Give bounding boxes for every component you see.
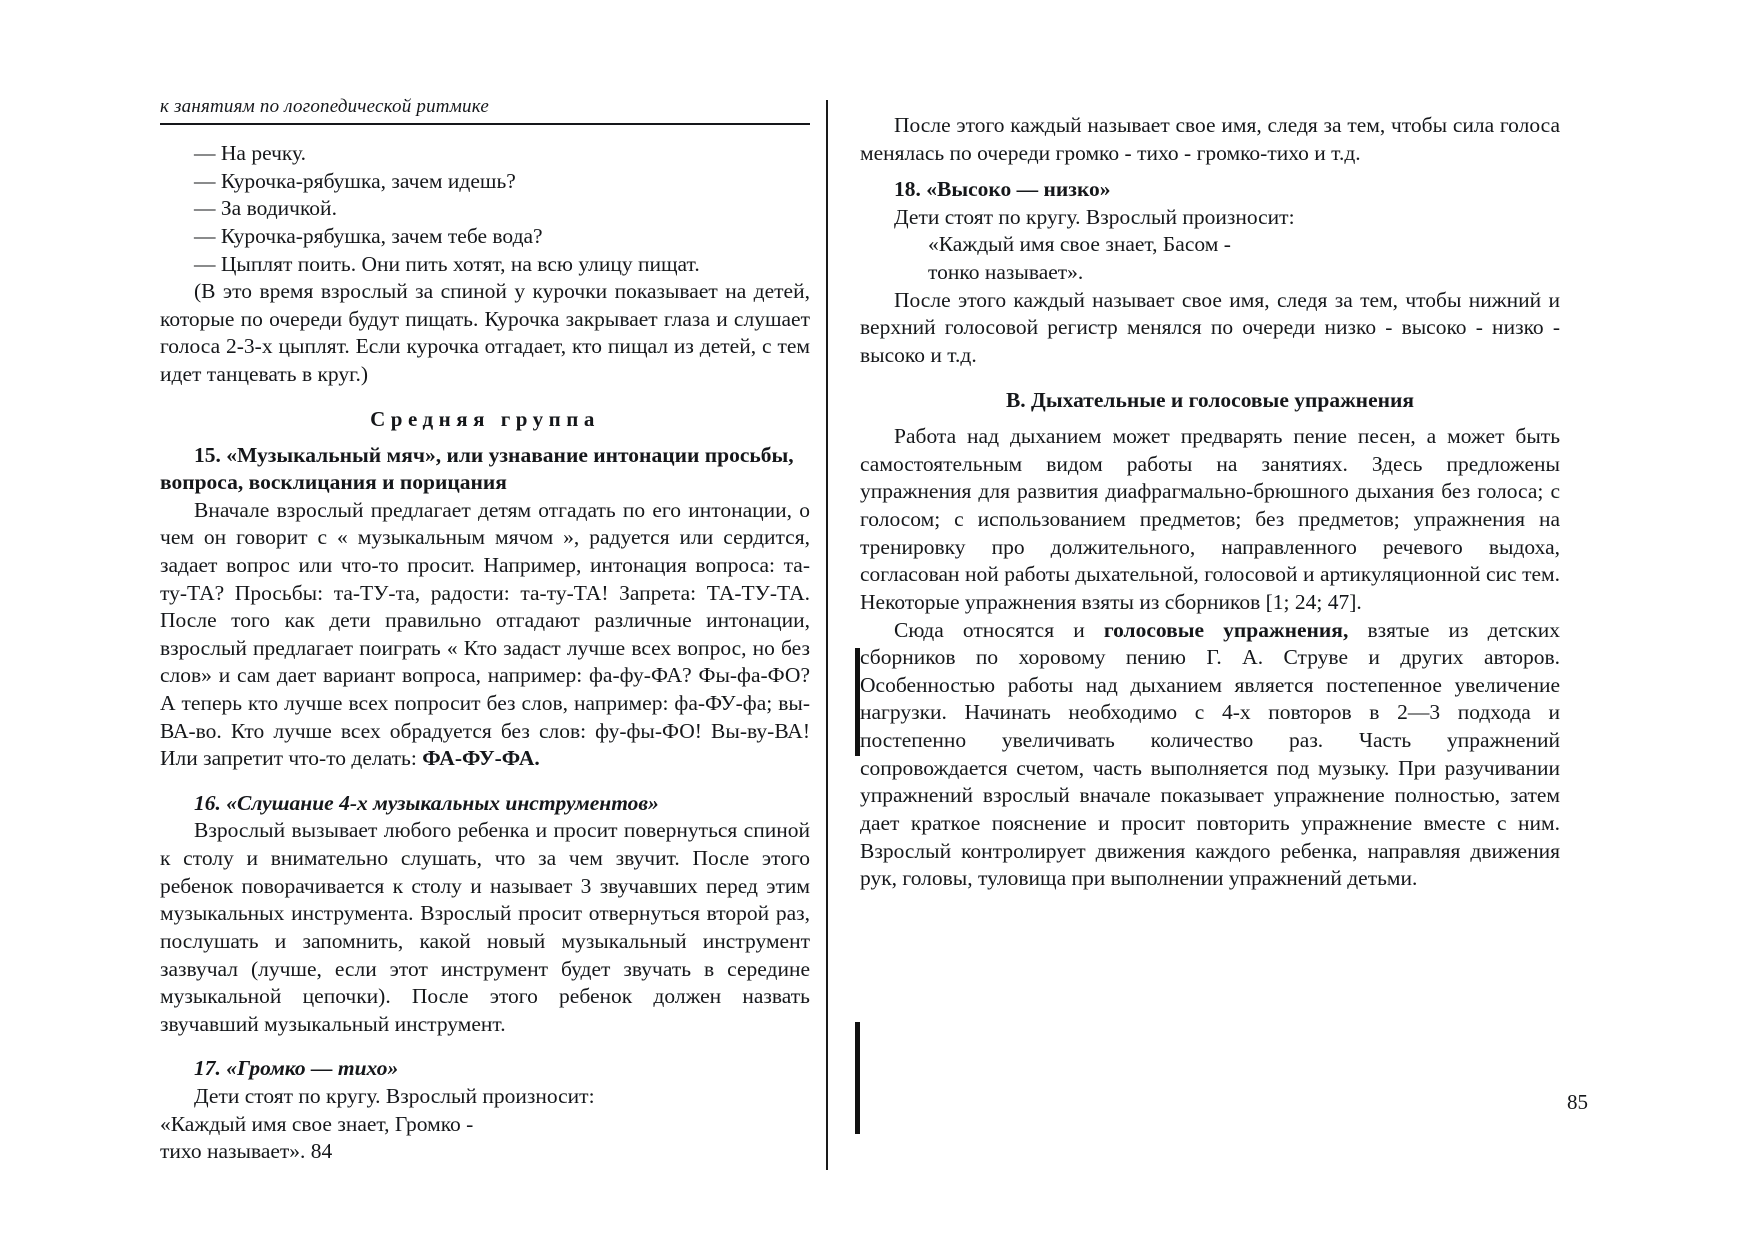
section-v-title: В. Дыхательные и голосовые упражнения [1005,387,1415,412]
left-column [160,0,810,1241]
item-18-verse-line-2: тонко называет». [928,260,1084,285]
section-v-p2-pre: Сюда относятся и [894,617,1104,642]
item-15-body-bold: ФА-ФУ-ФА. [422,746,540,771]
item-18-verse-line-1: «Каждый имя свое знает, Басом - [928,232,1231,257]
item-17-verse-line-2: тихо называет». 84 [160,1139,333,1164]
item-15-body-text: Вначале взрослый предлагает детям отгадать по его интонации, о чем он говорит с « музыкальным мячом », радуется или сердится, задает вопрос или что-то просит. Например, интонация вопроса: та-ту-ТА? Просьбы: та-ТУ-та, радости: та-ту-ТА! Запрета: ТА-ТУ-ТА. После того как дети правильно отгадают различные интонации, взрослый предлагает поиграть « Кто задаст лучше всех вопрос, но без слов» и сам дает вариант вопроса, например: фа-фу-ФА? Фы-фа-ФО? А теперь кто лучше всех попросит без слов, например: фа-ФУ-фа; вы-ВА-во. Кто лучше всех обрадуется без слов: фу-фы-ФО! Вы-ву-ВА! Или запретит что-то делать: [160,497,810,771]
dialogue-line: — Цыплят поить. Они пить хотят, на всю улицу пищат. [194,251,700,276]
item-17-lead: Дети стоят по кругу. Взрослый произносит: [194,1083,595,1108]
item-16-heading: 16. «Слушание 4-х музыкальных инструментов» [194,790,659,815]
item-15-heading: 15. «Музыкальный мяч», или узнавание интонации просьбы, вопроса, восклицания и порицания [160,442,794,495]
right-column-content [860,112,1560,893]
section-v-p2-bold: голосовые упражнения, [1103,617,1349,642]
section-v-paragraph-1: Работа над дыханием может предварять пение песен, а может быть самостоятельным видом работы на занятиях. Здесь предложены упражнения для развития диафрагмально-брюшного дыхания без голоса; с голосом; с использованием предметов; без предметов; упражнения на тренировку про должительного, направленного речевого выдоха, согласован ной работы дыхательной, голосовой и артикуляционной сис тем. Некоторые упражнения взяты из сборников [1; 24; 47]. [860,424,1560,614]
running-head: к занятиям по логопедической ритмике [160,96,489,117]
left-column-content [160,140,810,1166]
item-17-heading: 17. «Громко — тихо» [194,1056,399,1081]
dialogue-line: — Курочка-рябушка, зачем идешь? [194,168,516,193]
dialogue-line: — За водичкой. [194,196,337,221]
dialogue-line: — На речку. [194,141,307,165]
dialogue-line: — Курочка-рябушка, зачем тебе вода? [194,223,543,248]
section-v-p2-post: взятые из детских сборников по хоровому пению Г. А. Струве и других авторов. Особенностью работы над дыханием является постепенное увеличение нагрузки. Начинать необходимо с 4-х повторов в 2—3 подхода и постепенно увеличивать количество раз. Часть упражнений сопровождается счетом, часть выполняется под музыку. При разучивании упражнений взрослый вначале показывает упражнение полностью, затем дает краткое пояснение и просит повторить упражнение вместе с ним. Взрослый контролирует движения каждого ребенка, направляя движения рук, головы, туловища при выполнении упражнений детьми. [860,617,1560,891]
right-top-paragraph: После этого каждый называет свое имя, следя за тем, чтобы сила голоса менялась по очереди громко - тихо - громко-тихо и т.д. [860,113,1560,165]
item-18-heading: 18. «Высоко — низко» [894,177,1111,202]
group-heading: Средняя группа [370,406,600,431]
item-16-body: Взрослый вызывает любого ребенка и просит повернуться спиной к столу и внимательно слушать, что за чем звучит. После этого ребенок поворачивается к столу и называет 3 звучавших перед этим музыкальных инструмента. Взрослый просит отвернуться второй раз, послушать и запомнить, какой новый музыкальный инструмент зазвучал (лучше, если этот инструмент будет звучать в середине музыкальной цепочки). После этого ребенок должен назвать звучавший музыкальный инструмент. [160,818,810,1036]
item-17-verse-line-1: «Каждый имя свое знает, Громко - [160,1111,474,1136]
item-18-body: После этого каждый называет свое имя, следя за тем, чтобы нижний и верхний голосовой регистр менялся по очереди низко - высоко - низко - высоко и т.д. [860,287,1560,367]
stage-note-paragraph: (В это время взрослый за спиной у курочки показывает на детей, которые по очереди будут пищать. Курочка закрывает глаза и слушает голоса 2-3-х цыплят. Если курочка отгадает, кто пищал из детей, с тем идет танцевать в круг.) [160,279,810,386]
item-15-body [160,497,810,773]
right-column [860,0,1560,1241]
section-v-paragraph-2 [860,617,1560,893]
column-divider [826,100,828,1170]
item-18-lead: Дети стоят по кругу. Взрослый произносит: [894,204,1295,229]
page-number: 85 [1567,1090,1588,1114]
